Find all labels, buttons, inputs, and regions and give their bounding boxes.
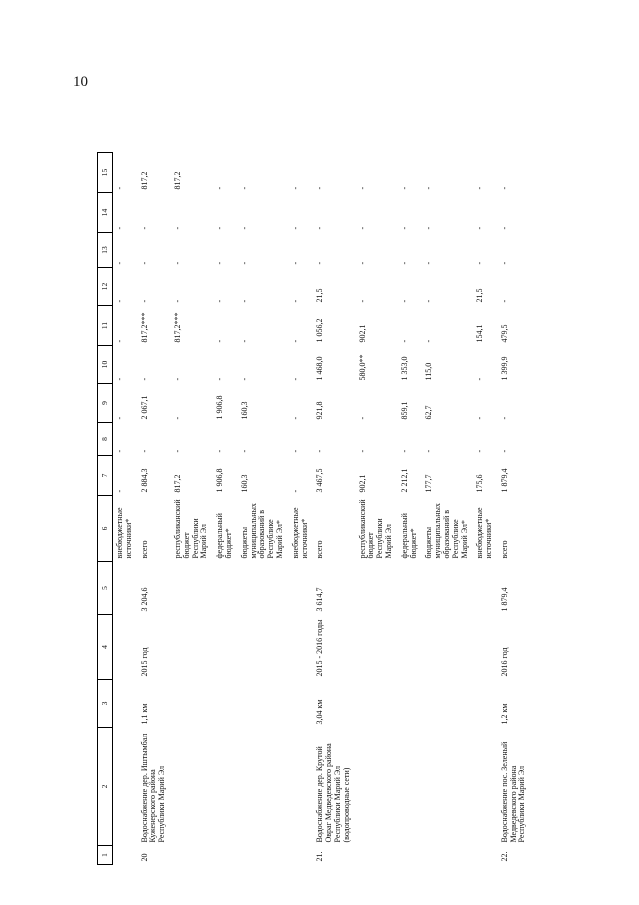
funding-source-cell: внебюджетные источники* (290, 507, 309, 559)
value-cell: 1 399,9 (499, 356, 509, 381)
value-cell: 1 468,0 (315, 356, 325, 381)
estimate-cost-cell (356, 562, 398, 615)
estimate-cost-cell: 1 879,4 (499, 587, 509, 612)
value-cell: - (172, 449, 182, 453)
value-cell: - (399, 226, 409, 230)
value-cell: - (139, 299, 149, 303)
item-number-cell: 20 (139, 853, 149, 862)
funding-source-cell: всего (499, 540, 509, 559)
value-cell: 817,2 (139, 171, 149, 190)
object-name-cell (356, 728, 398, 846)
value-cell: - (215, 299, 225, 303)
value-cell: 160,3 (239, 401, 249, 420)
item-number-cell (356, 846, 398, 865)
value-cell: - (215, 339, 225, 343)
value-cell: - (115, 186, 124, 190)
capacity-cell (289, 680, 314, 728)
table-row (171, 153, 213, 865)
funding-source-cell: федеральный бюджет* (215, 513, 233, 559)
column-number: 1 (98, 846, 113, 865)
table-row (113, 153, 138, 865)
funding-source-cell: всего (139, 540, 149, 559)
item-number-cell (171, 846, 213, 865)
item-number-cell (289, 846, 314, 865)
value-cell: - (399, 261, 409, 265)
value-cell: - (115, 377, 124, 381)
column-number: 7 (98, 456, 113, 496)
value-cell: - (115, 339, 124, 343)
estimate-cost-cell (398, 562, 423, 615)
column-number: 12 (98, 268, 113, 306)
capacity-cell (113, 680, 138, 728)
value-cell: - (499, 186, 509, 190)
column-number-row (98, 153, 113, 865)
funding-source-cell: внебюджетные источники* (115, 507, 133, 559)
value-cell: - (357, 186, 367, 190)
object-name-cell (398, 728, 423, 846)
item-number-cell (398, 846, 423, 865)
table-row (289, 153, 314, 865)
financing-table (97, 152, 531, 865)
capacity-cell: 1,1 км (139, 703, 149, 725)
value-cell: - (239, 299, 249, 303)
value-cell: - (215, 261, 225, 265)
value-cell: - (357, 416, 367, 420)
value-cell: - (475, 449, 485, 453)
total-cell: 2 884,3 (139, 468, 149, 493)
total-cell: 160,3 (239, 474, 249, 493)
value-cell: 154,1 (475, 324, 485, 343)
value-cell: - (139, 261, 149, 265)
value-cell: - (239, 226, 249, 230)
value-cell: - (475, 186, 485, 190)
value-cell: 921,8 (315, 401, 325, 420)
capacity-cell (473, 680, 498, 728)
capacity-cell: 1,2 км (499, 703, 509, 725)
object-name-cell (113, 728, 138, 846)
value-cell: - (424, 299, 434, 303)
value-cell: - (139, 449, 149, 453)
funding-source-cell: бюджеты муниципальных образований в Республике Марий Эл* (424, 503, 469, 559)
value-cell: - (499, 226, 509, 230)
value-cell: - (239, 377, 249, 381)
value-cell: - (290, 339, 300, 343)
item-number-cell: 21. (315, 851, 325, 862)
total-cell: 2 212,1 (399, 468, 409, 493)
value-cell: 21,5 (475, 288, 485, 303)
funding-source-cell: бюджеты муниципальных образований в Республике Марий Эл* (239, 503, 284, 559)
value-cell: 817,2 (172, 171, 182, 190)
value-cell: - (399, 299, 409, 303)
period-cell (238, 615, 289, 680)
period-cell: 2015 год (139, 647, 149, 677)
value-cell: 859,1 (399, 401, 409, 420)
value-cell: 1 353,0 (399, 356, 409, 381)
table-row (213, 153, 238, 865)
value-cell: - (499, 449, 509, 453)
table-row (422, 153, 473, 865)
funding-source-cell: республиканский бюджет Республики Марий Эл (172, 499, 209, 559)
period-cell (213, 615, 238, 680)
estimate-cost-cell (113, 562, 138, 615)
value-cell: - (357, 449, 367, 453)
table-row (138, 153, 171, 865)
value-cell: - (215, 226, 225, 230)
value-cell: - (315, 449, 325, 453)
value-cell: - (239, 339, 249, 343)
funding-source-cell: федеральный бюджет* (399, 513, 418, 559)
table-row (238, 153, 289, 865)
value-cell: - (239, 449, 249, 453)
value-cell: - (315, 186, 325, 190)
value-cell: 21,5 (315, 288, 325, 303)
total-cell: 817,2 (172, 474, 182, 493)
value-cell: - (290, 377, 300, 381)
item-number-cell (238, 846, 289, 865)
column-number: 14 (98, 193, 113, 233)
value-cell: - (172, 261, 182, 265)
value-cell: - (424, 186, 434, 190)
column-number: 13 (98, 233, 113, 268)
table-row (313, 153, 355, 865)
value-cell: 479,5 (499, 324, 509, 343)
item-number-cell (213, 846, 238, 865)
value-cell: - (290, 416, 300, 420)
value-cell: - (290, 449, 300, 453)
value-cell: - (290, 186, 300, 190)
object-name-cell: Водоснабжение дер. Крутой Овраг Медведевского района Республики Марий Эл (водопроводные сети) (315, 743, 351, 843)
value-cell: 2 067,1 (139, 395, 149, 420)
item-number-cell (113, 846, 138, 865)
value-cell: - (399, 186, 409, 190)
estimate-cost-cell (473, 562, 498, 615)
estimate-cost-cell: 3 204,6 (139, 587, 149, 612)
value-cell: - (424, 339, 434, 343)
value-cell: - (475, 377, 485, 381)
total-cell: 177,7 (424, 474, 434, 493)
total-cell: 1 879,4 (499, 468, 509, 493)
value-cell: - (475, 416, 485, 420)
value-cell: - (424, 226, 434, 230)
object-name-cell (473, 728, 498, 846)
value-cell: - (172, 226, 182, 230)
total-cell: - (290, 489, 300, 493)
value-cell: - (115, 226, 124, 230)
value-cell: 115,0 (424, 362, 434, 381)
column-number: 2 (98, 728, 113, 846)
estimate-cost-cell (213, 562, 238, 615)
period-cell: 2015 - 2016 годы (315, 619, 325, 677)
value-cell: - (290, 299, 300, 303)
value-cell: 1 056,2 (315, 318, 325, 343)
capacity-cell: 3,04 км (315, 699, 325, 725)
value-cell: 580,0** (357, 354, 367, 381)
value-cell: 817,2*** (139, 312, 149, 343)
column-number: 4 (98, 615, 113, 680)
value-cell: - (115, 261, 124, 265)
value-cell: - (357, 299, 367, 303)
value-cell: - (239, 261, 249, 265)
estimate-cost-cell (289, 562, 314, 615)
table-row (473, 153, 498, 865)
capacity-cell (238, 680, 289, 728)
table-row (356, 153, 398, 865)
column-number: 11 (98, 306, 113, 346)
value-cell: - (239, 186, 249, 190)
total-cell: 3 467,5 (315, 468, 325, 493)
value-cell: - (139, 226, 149, 230)
object-name-cell (422, 728, 473, 846)
value-cell: - (115, 416, 124, 420)
value-cell: - (215, 449, 225, 453)
value-cell: - (475, 261, 485, 265)
item-number-cell: 22. (499, 851, 509, 862)
estimate-cost-cell (238, 562, 289, 615)
value-cell: - (115, 449, 124, 453)
estimate-cost-cell (171, 562, 213, 615)
period-cell (289, 615, 314, 680)
column-number: 9 (98, 384, 113, 423)
table-body (113, 153, 532, 865)
capacity-cell (398, 680, 423, 728)
value-cell: - (172, 299, 182, 303)
value-cell: 817,2*** (172, 312, 182, 343)
item-number-cell (422, 846, 473, 865)
value-cell: - (139, 377, 149, 381)
value-cell: 1 906,8 (215, 395, 225, 420)
total-cell: 1 906,8 (215, 468, 225, 493)
value-cell: - (357, 261, 367, 265)
value-cell: - (290, 226, 300, 230)
funding-source-cell: всего (315, 540, 325, 559)
value-cell: - (475, 226, 485, 230)
value-cell: - (172, 377, 182, 381)
period-cell (398, 615, 423, 680)
value-cell: 62,7 (424, 405, 434, 420)
column-number: 6 (98, 496, 113, 562)
period-cell (171, 615, 213, 680)
column-number: 10 (98, 346, 113, 384)
value-cell: - (115, 299, 124, 303)
item-number-cell (473, 846, 498, 865)
value-cell: - (499, 261, 509, 265)
object-name-cell (238, 728, 289, 846)
estimate-cost-cell: 3 614,7 (315, 587, 325, 612)
total-cell: 902,1 (357, 474, 367, 493)
funding-source-cell: внебюджетные источники* (475, 507, 494, 559)
value-cell: 902,1 (357, 324, 367, 343)
object-name-cell (213, 728, 238, 846)
value-cell: - (499, 299, 509, 303)
column-number: 8 (98, 423, 113, 456)
value-cell: - (357, 226, 367, 230)
estimate-cost-cell (422, 562, 473, 615)
period-cell: 2016 год (499, 647, 509, 677)
period-cell (113, 615, 138, 680)
funding-source-cell: республиканский бюджет Республики Марий Эл (357, 499, 393, 559)
value-cell: - (424, 261, 434, 265)
value-cell: - (399, 339, 409, 343)
value-cell: - (315, 261, 325, 265)
value-cell: - (424, 449, 434, 453)
period-cell (422, 615, 473, 680)
capacity-cell (356, 680, 398, 728)
value-cell: - (399, 449, 409, 453)
value-cell: - (215, 377, 225, 381)
object-name-cell (171, 728, 213, 846)
page-number: 10 (73, 74, 88, 90)
column-number: 3 (98, 680, 113, 728)
period-cell (473, 615, 498, 680)
period-cell (356, 615, 398, 680)
value-cell: - (499, 416, 509, 420)
capacity-cell (171, 680, 213, 728)
object-name-cell: Водоснабжение дер. Иштымбал Куженерского района Республики Марий Эл (139, 733, 167, 843)
value-cell: - (215, 186, 225, 190)
value-cell: - (290, 261, 300, 265)
table-row (498, 153, 531, 865)
total-cell: 175,6 (475, 474, 485, 493)
object-name-cell: Водоснабжение пос. Зеленый Медведевского района Республики Марий Эл (499, 741, 527, 843)
value-cell: - (315, 226, 325, 230)
column-number: 15 (98, 153, 113, 193)
object-name-cell (289, 728, 314, 846)
column-number: 5 (98, 562, 113, 615)
value-cell: - (172, 416, 182, 420)
capacity-cell (213, 680, 238, 728)
total-cell: - (115, 489, 124, 493)
table-row (398, 153, 423, 865)
capacity-cell (422, 680, 473, 728)
